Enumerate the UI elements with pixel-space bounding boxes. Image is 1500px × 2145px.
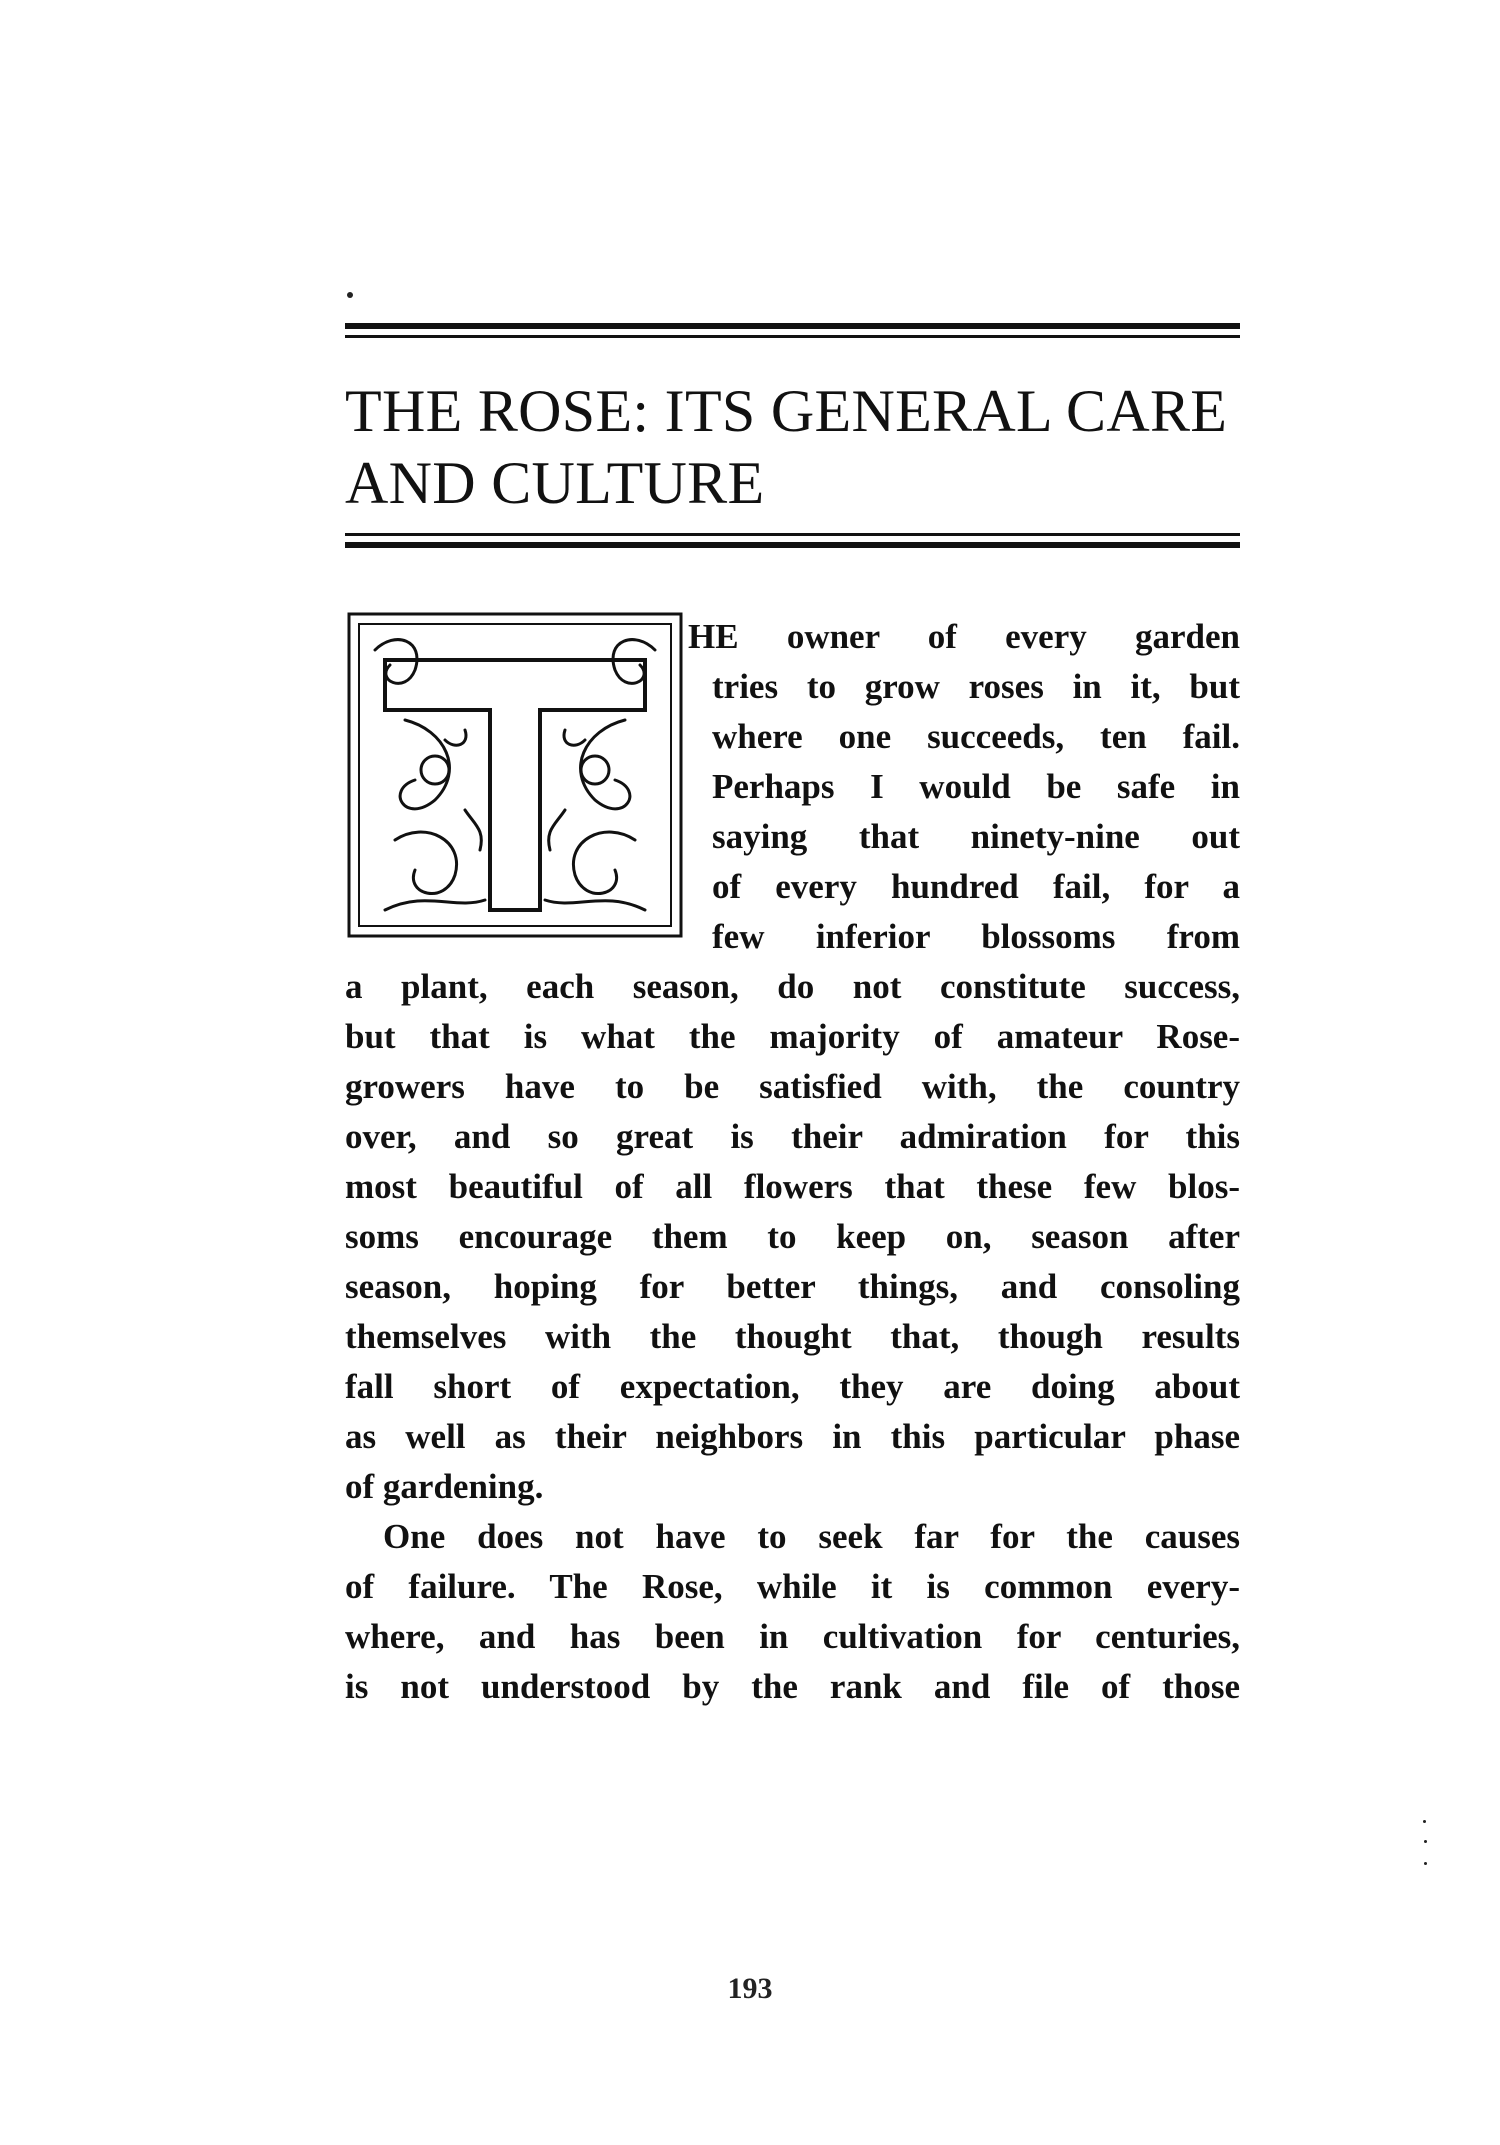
text-line: tries to grow roses in it, but bbox=[712, 667, 1240, 706]
text-line: themselves with the thought that, though results bbox=[345, 1317, 1240, 1356]
top-rule-thick bbox=[345, 323, 1240, 329]
text-line: where, and has been in cultivation for centuries, bbox=[345, 1617, 1240, 1656]
text-line: saying that ninety-nine out bbox=[712, 817, 1240, 856]
floral-initial-T-icon bbox=[345, 610, 685, 940]
paragraph-1-first-line bbox=[688, 612, 1240, 662]
text-line: Perhaps I would be safe in bbox=[712, 767, 1240, 806]
text-line: HE owner of every garden bbox=[688, 617, 1240, 656]
text-line: season, hoping for better things, and consoling bbox=[345, 1267, 1240, 1306]
text-line: as well as their neighbors in this particular phase bbox=[345, 1417, 1240, 1456]
text-line: growers have to be satisfied with, the country bbox=[345, 1067, 1240, 1106]
text-line: but that is what the majority of amateur Rose- bbox=[345, 1017, 1240, 1056]
paragraph-2-first-line: One does not have to seek far for the causes bbox=[383, 1517, 1240, 1556]
top-rule-thin bbox=[345, 335, 1240, 338]
speck bbox=[1423, 1820, 1426, 1823]
bottom-rule-thin bbox=[345, 533, 1240, 536]
bottom-rule-group bbox=[345, 533, 1240, 548]
text-line: most beautiful of all flowers that these few blos- bbox=[345, 1167, 1240, 1206]
text-line: where one succeeds, ten fail. bbox=[712, 717, 1240, 756]
text-line: few inferior blossoms from bbox=[712, 917, 1240, 956]
page-number: 193 bbox=[727, 1972, 773, 2005]
bottom-rule-thick bbox=[345, 542, 1240, 548]
chapter-title bbox=[345, 375, 1245, 519]
speck bbox=[1424, 1840, 1427, 1843]
text-line: a plant, each season, do not constitute success, bbox=[345, 967, 1240, 1006]
chapter-title-line: THE ROSE: ITS GENERAL CARE bbox=[345, 378, 1228, 444]
text-line: of gardening. bbox=[345, 1467, 544, 1506]
speck bbox=[1424, 1862, 1427, 1865]
text-line: fall short of expectation, they are doing about bbox=[345, 1367, 1240, 1406]
speck bbox=[347, 292, 353, 298]
text-line: of every hundred fail, for a bbox=[712, 867, 1240, 906]
text-line: is not understood by the rank and file of those bbox=[345, 1667, 1240, 1706]
text-line: over, and so great is their admiration for this bbox=[345, 1117, 1240, 1156]
text-line: soms encourage them to keep on, season after bbox=[345, 1217, 1240, 1256]
top-rule-group bbox=[345, 323, 1240, 338]
text-line: of failure. The Rose, while it is common every- bbox=[345, 1567, 1240, 1606]
chapter-title-line: AND CULTURE bbox=[345, 450, 765, 516]
body-text-block bbox=[345, 962, 1240, 1712]
paragraph-1-indented-lines bbox=[712, 662, 1240, 962]
